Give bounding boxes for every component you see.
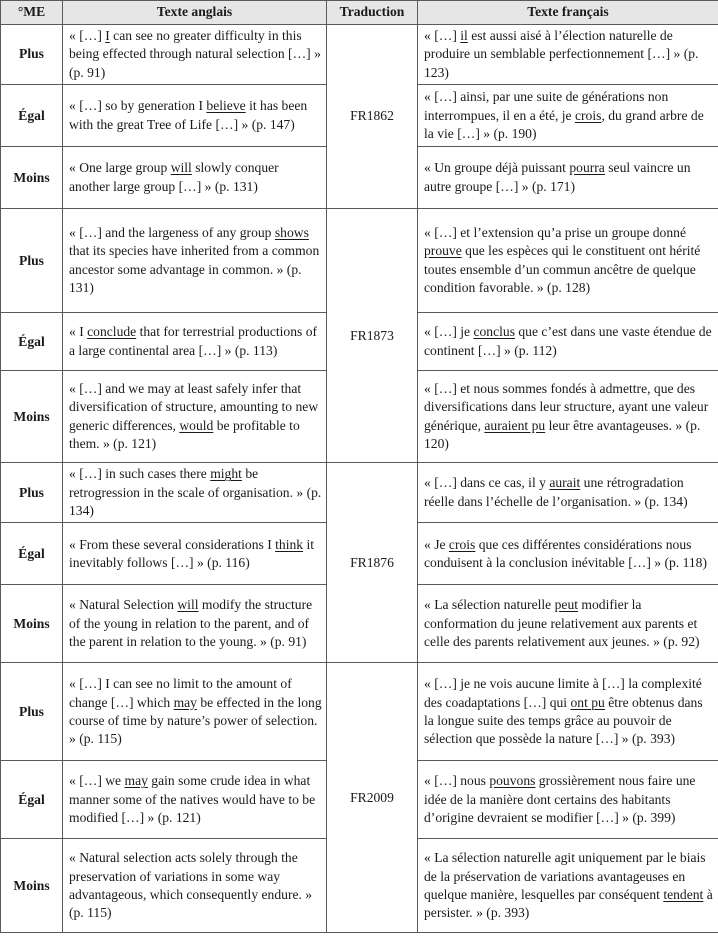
text-segment: grossièrement nous faire une idée de la manière dont certains des habitants d’origine devraient se modifier […] » (p. 399) — [424, 773, 696, 826]
text-segment: « […] — [69, 28, 106, 43]
table-row — [1, 209, 718, 313]
text-segment: « […] — [424, 28, 461, 43]
header-french-text: Texte français — [418, 1, 718, 25]
french-text-cell — [418, 25, 718, 85]
table-row — [1, 663, 718, 761]
french-text-cell — [418, 463, 718, 523]
table-row — [1, 463, 718, 523]
text-segment: seul vaincre un autre groupe […] » (p. 171) — [424, 160, 691, 194]
french-text-cell — [418, 761, 718, 839]
table-body — [1, 25, 718, 933]
text-segment: can see no greater difficulty in this being effected through natural selection […] » (p. 91) — [69, 28, 321, 80]
modal-term: may — [173, 694, 197, 710]
text-segment: « La sélection naturelle — [424, 597, 555, 613]
english-text-cell — [63, 25, 327, 85]
modal-term: crois — [448, 536, 476, 552]
text-segment: « […] so by generation I — [69, 98, 207, 114]
french-text-cell — [418, 209, 718, 313]
text-segment: be profitable to them. » (p. 121) — [69, 417, 300, 452]
modal-term: crois — [575, 107, 602, 123]
text-segment: « From these several considerations I — [69, 536, 276, 552]
text-segment: « […] in such cases there — [69, 466, 211, 482]
me-level-cell: Moins — [1, 371, 63, 463]
english-text-cell — [63, 663, 327, 761]
modal-term: peut — [554, 597, 579, 613]
text-segment: gain some crude idea in what manner some of the natives would have to be modified […] » (p. 121) — [69, 773, 316, 826]
text-segment: , du grand arbre de la vie […] » (p. 190) — [424, 107, 704, 141]
me-level-cell: Plus — [1, 663, 63, 761]
text-segment: it inevitably follows […] » (p. 116) — [69, 536, 315, 570]
text-segment: « […] je — [424, 324, 474, 340]
modal-term: will — [177, 597, 199, 613]
text-segment: « […] et nous sommes fondés à admettre, que des diversifications dans leur structure, ayant une valeur générique, — [424, 380, 709, 433]
english-text-cell — [63, 839, 327, 933]
translation-cell: FR1862 — [327, 25, 418, 209]
modal-term: il — [460, 28, 468, 43]
modal-term: believe — [206, 98, 246, 114]
text-segment: modifier la conformation du jeune relativement aux parents et celle des parents relativement aux jeunes. » (p. 92) — [424, 597, 700, 650]
translation-cell: FR2009 — [327, 663, 418, 933]
modal-term: pourra — [569, 160, 605, 176]
text-segment: être obtenus dans la longue suite des temps grâce au pouvoir de sélection que possède la nature […] » (p. 393) — [424, 694, 703, 747]
me-level-cell: Plus — [1, 209, 63, 313]
modal-term: prouve — [424, 243, 462, 259]
me-level-cell: Plus — [1, 25, 63, 85]
text-segment: « Un groupe déjà puissant — [424, 160, 570, 176]
text-segment: « […] I can see no limit to the amount of change […] which — [69, 676, 292, 710]
english-text-cell — [63, 313, 327, 371]
modal-term: think — [275, 536, 304, 552]
modal-term: conclus — [473, 324, 515, 340]
french-text-cell — [418, 85, 718, 147]
text-segment: que ces différentes considérations nous conduisent à la conclusion inévitable […] » (p. 118) — [424, 536, 707, 570]
modal-term: auraient pu — [484, 417, 546, 433]
english-text-cell — [63, 761, 327, 839]
text-segment: « […] dans ce cas, il y — [424, 475, 550, 491]
text-segment: be effected in the long course of time by nature’s power of selection. » (p. 115) — [69, 694, 322, 747]
text-segment: « […] and the largeness of any group — [69, 224, 275, 240]
text-segment: that for terrestrial productions of a large continental area […] » (p. 113) — [69, 324, 318, 358]
modal-term: pouvons — [489, 773, 536, 789]
text-segment: que les espèces qui le constituent ont hérité toutes ensemble d’un commun ancêtre de quelque condition favorable. » (p. 128) — [424, 243, 701, 296]
table-row — [1, 25, 718, 85]
text-segment: une rétrogradation réelle dans l’échelle de l’organisation. » (p. 134) — [424, 475, 688, 509]
text-segment: à persister. » (p. 393) — [424, 886, 713, 921]
text-segment: « Natural selection acts solely through the preservation of variations in some way advantageous, which consequently endure. » (p. 115) — [69, 850, 313, 921]
text-segment: « […] et l’extension qu’a prise un groupe donné — [424, 224, 686, 240]
text-segment: be retrogression in the scale of organisation. » (p. 134) — [69, 466, 322, 519]
modal-term: shows — [274, 224, 309, 240]
english-text-cell — [63, 209, 327, 313]
me-level-cell: Égal — [1, 523, 63, 585]
modal-term: may — [124, 773, 148, 789]
header-translation: Traduction — [327, 1, 418, 25]
modal-term: will — [170, 160, 192, 176]
text-segment: « […] je ne vois aucune limite à […] la complexité des coadaptations […] qui — [424, 676, 702, 710]
french-text-cell — [418, 313, 718, 371]
me-level-cell: Moins — [1, 147, 63, 209]
text-segment: que c’est dans une vaste étendue de continent […] » (p. 112) — [424, 324, 712, 358]
text-segment: « Natural Selection — [69, 597, 178, 613]
modal-term: aurait — [549, 475, 581, 491]
me-level-cell: Moins — [1, 585, 63, 663]
french-text-cell — [418, 371, 718, 463]
text-segment: « I — [69, 324, 88, 340]
french-text-cell — [418, 585, 718, 663]
modal-term: might — [210, 466, 242, 482]
header-english-text: Texte anglais — [63, 1, 327, 25]
english-text-cell — [63, 85, 327, 147]
french-text-cell — [418, 839, 718, 933]
me-level-cell: Égal — [1, 761, 63, 839]
text-segment: slowly conquer another large group […] » (p. 131) — [69, 160, 279, 194]
me-level-cell: Égal — [1, 85, 63, 147]
me-level-cell: Égal — [1, 313, 63, 371]
text-segment: « […] we — [69, 773, 125, 789]
text-segment: that its species have inherited from a common ancestor some advantage in common. » (p. 131) — [69, 243, 320, 296]
modal-term: would — [179, 417, 214, 433]
english-text-cell — [63, 147, 327, 209]
modal-term: I — [105, 28, 110, 43]
french-text-cell — [418, 523, 718, 585]
translation-cell: FR1876 — [327, 463, 418, 663]
modal-term: conclude — [87, 324, 137, 340]
modal-term: tendent — [663, 886, 704, 902]
text-segment: est aussi aisé à l’élection naturelle de produire un semblable perfectionnement […] » (p. 123) — [424, 28, 699, 80]
text-segment: « […] ainsi, par une suite de générations non interrompues, il en a été, je — [424, 89, 669, 123]
english-text-cell — [63, 523, 327, 585]
text-segment: « Je — [424, 536, 449, 552]
text-segment: leur être avantageuses. » (p. 120) — [424, 417, 701, 452]
text-segment: « One large group — [69, 160, 171, 176]
text-segment: « La sélection naturelle agit uniquement par le biais de la préservation de variations avantageuses en quelque manière, lesquelles par conséquent — [424, 850, 706, 902]
text-segment: « […] nous — [424, 773, 490, 789]
modal-term: ont pu — [570, 694, 605, 710]
french-text-cell — [418, 663, 718, 761]
english-text-cell — [63, 585, 327, 663]
header-row — [1, 1, 718, 25]
translation-cell: FR1873 — [327, 209, 418, 463]
text-segment: modify the structure of the young in relation to the parent, and of the parent in relation to the young. » (p. 91) — [69, 597, 313, 650]
text-segment: it has been with the great Tree of Life […] » (p. 147) — [69, 98, 308, 132]
header-me: °ME — [1, 1, 63, 25]
french-text-cell — [418, 147, 718, 209]
english-text-cell — [63, 463, 327, 523]
me-level-cell: Moins — [1, 839, 63, 933]
text-segment: « […] and we may at least safely infer that diversification of structure, amounting to new generic differences, — [69, 380, 319, 433]
english-text-cell — [63, 371, 327, 463]
me-level-cell: Plus — [1, 463, 63, 523]
